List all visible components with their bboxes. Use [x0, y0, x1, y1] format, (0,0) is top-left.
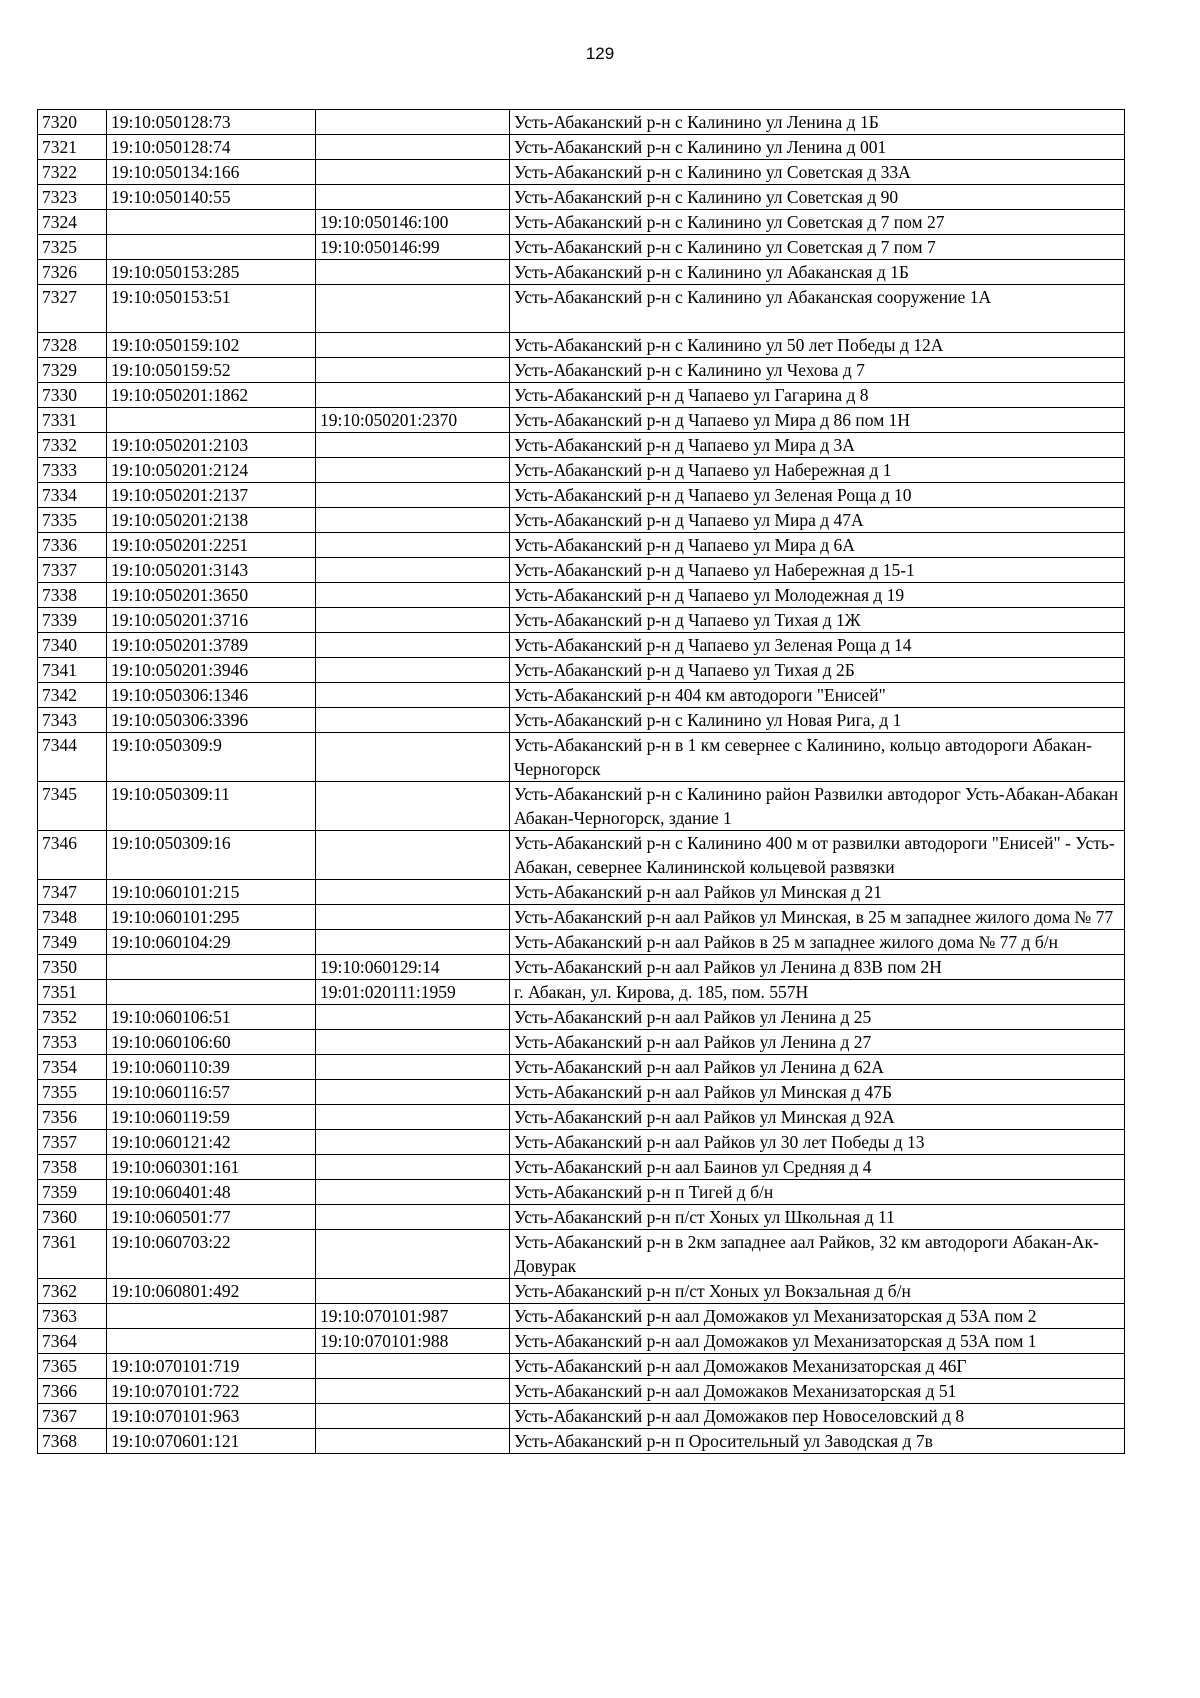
address-cell: Усть-Абаканский р-н д Чапаево ул Мира д 86 пом 1Н	[510, 408, 1125, 433]
object-cadastral-number-cell: 19:10:050146:100	[316, 210, 510, 235]
object-cadastral-number-cell	[316, 558, 510, 583]
row-number-cell: 7340	[38, 633, 107, 658]
table-row	[38, 930, 1125, 955]
table-row	[38, 1080, 1125, 1105]
object-cadastral-number-cell	[316, 1404, 510, 1429]
land-cadastral-number-cell: 19:10:050201:3946	[107, 658, 316, 683]
object-cadastral-number-cell: 19:10:060129:14	[316, 955, 510, 980]
row-number-cell: 7332	[38, 433, 107, 458]
object-cadastral-number-cell	[316, 1180, 510, 1205]
land-cadastral-number-cell: 19:10:050201:2251	[107, 533, 316, 558]
row-number-cell: 7344	[38, 733, 107, 782]
address-cell: Усть-Абаканский р-н с Калинино ул Новая Рига, д 1	[510, 708, 1125, 733]
address-cell: Усть-Абаканский р-н с Калинино ул Советская д 7 пом 27	[510, 210, 1125, 235]
row-number-cell: 7349	[38, 930, 107, 955]
object-cadastral-number-cell	[316, 583, 510, 608]
registry-table-body	[38, 110, 1125, 1454]
address-cell: Усть-Абаканский р-н аал Доможаков пер Новоселовский д 8	[510, 1404, 1125, 1429]
row-number-cell: 7368	[38, 1429, 107, 1454]
object-cadastral-number-cell	[316, 458, 510, 483]
address-cell: Усть-Абаканский р-н аал Доможаков ул Механизаторская д 53А пом 1	[510, 1329, 1125, 1354]
land-cadastral-number-cell: 19:10:060121:42	[107, 1130, 316, 1155]
table-row	[38, 1304, 1125, 1329]
table-row	[38, 980, 1125, 1005]
land-cadastral-number-cell: 19:10:050201:2124	[107, 458, 316, 483]
table-row	[38, 558, 1125, 583]
row-number-cell: 7334	[38, 483, 107, 508]
address-cell: Усть-Абаканский р-н д Чапаево ул Гагарина д 8	[510, 383, 1125, 408]
land-cadastral-number-cell: 19:10:050140:55	[107, 185, 316, 210]
land-cadastral-number-cell: 19:10:060106:51	[107, 1005, 316, 1030]
row-number-cell: 7337	[38, 558, 107, 583]
address-cell: Усть-Абаканский р-н с Калинино ул Чехова д 7	[510, 358, 1125, 383]
table-row	[38, 733, 1125, 782]
land-cadastral-number-cell: 19:10:060104:29	[107, 930, 316, 955]
table-row	[38, 1429, 1125, 1454]
land-cadastral-number-cell: 19:10:070101:719	[107, 1354, 316, 1379]
row-number-cell: 7351	[38, 980, 107, 1005]
table-row	[38, 210, 1125, 235]
object-cadastral-number-cell	[316, 383, 510, 408]
object-cadastral-number-cell	[316, 433, 510, 458]
row-number-cell: 7329	[38, 358, 107, 383]
address-cell: Усть-Абаканский р-н д Чапаево ул Молодежная д 19	[510, 583, 1125, 608]
object-cadastral-number-cell	[316, 1080, 510, 1105]
address-cell: Усть-Абаканский р-н аал Доможаков Механизаторская д 46Г	[510, 1354, 1125, 1379]
land-cadastral-number-cell: 19:10:050134:166	[107, 160, 316, 185]
row-number-cell: 7328	[38, 333, 107, 358]
address-cell: Усть-Абаканский р-н с Калинино район Развилки автодорог Усть-Абакан-Абакан Абакан-Черногорск, здание 1	[510, 782, 1125, 831]
row-number-cell: 7324	[38, 210, 107, 235]
row-number-cell: 7320	[38, 110, 107, 135]
table-row	[38, 880, 1125, 905]
address-cell: Усть-Абаканский р-н п Тигей д б/н	[510, 1180, 1125, 1205]
row-number-cell: 7325	[38, 235, 107, 260]
object-cadastral-number-cell	[316, 483, 510, 508]
address-cell: Усть-Абаканский р-н аал Райков ул Минская д 21	[510, 880, 1125, 905]
land-cadastral-number-cell: 19:10:070101:963	[107, 1404, 316, 1429]
land-cadastral-number-cell: 19:10:060801:492	[107, 1279, 316, 1304]
object-cadastral-number-cell: 19:10:070101:987	[316, 1304, 510, 1329]
object-cadastral-number-cell	[316, 1354, 510, 1379]
address-cell: Усть-Абаканский р-н д Чапаево ул Набережная д 15-1	[510, 558, 1125, 583]
address-cell: Усть-Абаканский р-н д Чапаево ул Мира д 6А	[510, 533, 1125, 558]
address-cell: Усть-Абаканский р-н 404 км автодороги "Енисей"	[510, 683, 1125, 708]
object-cadastral-number-cell: 19:10:050146:99	[316, 235, 510, 260]
row-number-cell: 7323	[38, 185, 107, 210]
land-cadastral-number-cell: 19:10:060401:48	[107, 1180, 316, 1205]
row-number-cell: 7333	[38, 458, 107, 483]
table-row	[38, 1105, 1125, 1130]
row-number-cell: 7348	[38, 905, 107, 930]
object-cadastral-number-cell	[316, 508, 510, 533]
row-number-cell: 7327	[38, 285, 107, 333]
table-row	[38, 955, 1125, 980]
row-number-cell: 7354	[38, 1055, 107, 1080]
row-number-cell: 7339	[38, 608, 107, 633]
table-row	[38, 260, 1125, 285]
land-cadastral-number-cell: 19:10:050159:102	[107, 333, 316, 358]
object-cadastral-number-cell: 19:01:020111:1959	[316, 980, 510, 1005]
table-row	[38, 1230, 1125, 1279]
land-cadastral-number-cell: 19:10:060101:295	[107, 905, 316, 930]
row-number-cell: 7347	[38, 880, 107, 905]
table-row	[38, 1354, 1125, 1379]
address-cell: Усть-Абаканский р-н д Чапаево ул Мира д 47А	[510, 508, 1125, 533]
object-cadastral-number-cell	[316, 1230, 510, 1279]
table-row	[38, 683, 1125, 708]
address-cell: Усть-Абаканский р-н аал Райков ул Ленина д 27	[510, 1030, 1125, 1055]
land-cadastral-number-cell: 19:10:060106:60	[107, 1030, 316, 1055]
land-cadastral-number-cell: 19:10:050306:3396	[107, 708, 316, 733]
land-cadastral-number-cell: 19:10:050153:51	[107, 285, 316, 333]
object-cadastral-number-cell	[316, 1155, 510, 1180]
land-cadastral-number-cell: 19:10:050309:9	[107, 733, 316, 782]
row-number-cell: 7355	[38, 1080, 107, 1105]
row-number-cell: 7361	[38, 1230, 107, 1279]
table-row	[38, 508, 1125, 533]
address-cell: Усть-Абаканский р-н аал Райков в 25 м западнее жилого дома № 77 д б/н	[510, 930, 1125, 955]
land-cadastral-number-cell: 19:10:050201:2103	[107, 433, 316, 458]
address-cell: Усть-Абаканский р-н аал Доможаков ул Механизаторская д 53А пом 2	[510, 1304, 1125, 1329]
table-row	[38, 285, 1125, 333]
land-cadastral-number-cell: 19:10:060703:22	[107, 1230, 316, 1279]
object-cadastral-number-cell	[316, 658, 510, 683]
land-cadastral-number-cell	[107, 235, 316, 260]
address-cell: Усть-Абаканский р-н д Чапаево ул Зеленая Роща д 14	[510, 633, 1125, 658]
address-cell: Усть-Абаканский р-н аал Баинов ул Средняя д 4	[510, 1155, 1125, 1180]
table-row	[38, 383, 1125, 408]
row-number-cell: 7335	[38, 508, 107, 533]
row-number-cell: 7366	[38, 1379, 107, 1404]
address-cell: Усть-Абаканский р-н аал Райков ул Ленина д 83В пом 2Н	[510, 955, 1125, 980]
row-number-cell: 7359	[38, 1180, 107, 1205]
row-number-cell: 7346	[38, 831, 107, 880]
address-cell: Усть-Абаканский р-н с Калинино ул Ленина д 001	[510, 135, 1125, 160]
table-row	[38, 160, 1125, 185]
table-row	[38, 483, 1125, 508]
row-number-cell: 7364	[38, 1329, 107, 1354]
land-cadastral-number-cell: 19:10:060110:39	[107, 1055, 316, 1080]
table-row	[38, 831, 1125, 880]
object-cadastral-number-cell	[316, 733, 510, 782]
row-number-cell: 7321	[38, 135, 107, 160]
table-row	[38, 533, 1125, 558]
land-cadastral-number-cell: 19:10:070601:121	[107, 1429, 316, 1454]
address-cell: Усть-Абаканский р-н с Калинино ул Ленина д 1Б	[510, 110, 1125, 135]
table-row	[38, 408, 1125, 433]
object-cadastral-number-cell	[316, 708, 510, 733]
row-number-cell: 7350	[38, 955, 107, 980]
address-cell: Усть-Абаканский р-н с Калинино ул Абаканская сооружение 1А	[510, 285, 1125, 333]
object-cadastral-number-cell	[316, 1130, 510, 1155]
address-cell: Усть-Абаканский р-н п Оросительный ул Заводская д 7в	[510, 1429, 1125, 1454]
table-row	[38, 608, 1125, 633]
object-cadastral-number-cell	[316, 1429, 510, 1454]
object-cadastral-number-cell	[316, 880, 510, 905]
row-number-cell: 7322	[38, 160, 107, 185]
table-row	[38, 110, 1125, 135]
address-cell: Усть-Абаканский р-н д Чапаево ул Зеленая Роща д 10	[510, 483, 1125, 508]
land-cadastral-number-cell: 19:10:070101:722	[107, 1379, 316, 1404]
table-row	[38, 1379, 1125, 1404]
address-cell: Усть-Абаканский р-н аал Райков ул Минская, в 25 м западнее жилого дома № 77	[510, 905, 1125, 930]
address-cell: Усть-Абаканский р-н с Калинино ул Советская д 90	[510, 185, 1125, 210]
address-cell: Усть-Абаканский р-н аал Райков ул 30 лет Победы д 13	[510, 1130, 1125, 1155]
object-cadastral-number-cell	[316, 782, 510, 831]
object-cadastral-number-cell	[316, 110, 510, 135]
row-number-cell: 7360	[38, 1205, 107, 1230]
land-cadastral-number-cell: 19:10:050309:16	[107, 831, 316, 880]
object-cadastral-number-cell	[316, 683, 510, 708]
address-cell: Усть-Абаканский р-н аал Райков ул Минская д 92А	[510, 1105, 1125, 1130]
land-cadastral-number-cell: 19:10:050201:3143	[107, 558, 316, 583]
object-cadastral-number-cell	[316, 285, 510, 333]
address-cell: Усть-Абаканский р-н с Калинино 400 м от развилки автодороги "Енисей" - Усть-Абакан, севернее Калининской кольцевой развязки	[510, 831, 1125, 880]
row-number-cell: 7331	[38, 408, 107, 433]
row-number-cell: 7341	[38, 658, 107, 683]
address-cell: г. Абакан, ул. Кирова, д. 185, пом. 557Н	[510, 980, 1125, 1005]
land-cadastral-number-cell: 19:10:050201:2137	[107, 483, 316, 508]
row-number-cell: 7367	[38, 1404, 107, 1429]
object-cadastral-number-cell	[316, 185, 510, 210]
address-cell: Усть-Абаканский р-н д Чапаево ул Мира д 3А	[510, 433, 1125, 458]
row-number-cell: 7353	[38, 1030, 107, 1055]
object-cadastral-number-cell: 19:10:070101:988	[316, 1329, 510, 1354]
table-row	[38, 905, 1125, 930]
land-cadastral-number-cell: 19:10:060301:161	[107, 1155, 316, 1180]
land-cadastral-number-cell	[107, 1329, 316, 1354]
land-cadastral-number-cell: 19:10:050128:74	[107, 135, 316, 160]
object-cadastral-number-cell	[316, 358, 510, 383]
registry-table	[37, 109, 1125, 1454]
table-row	[38, 658, 1125, 683]
land-cadastral-number-cell: 19:10:050201:3716	[107, 608, 316, 633]
address-cell: Усть-Абаканский р-н д Чапаево ул Тихая д 2Б	[510, 658, 1125, 683]
row-number-cell: 7326	[38, 260, 107, 285]
object-cadastral-number-cell	[316, 1055, 510, 1080]
address-cell: Усть-Абаканский р-н аал Райков ул Ленина д 62А	[510, 1055, 1125, 1080]
land-cadastral-number-cell: 19:10:060101:215	[107, 880, 316, 905]
table-row	[38, 1205, 1125, 1230]
object-cadastral-number-cell	[316, 135, 510, 160]
row-number-cell: 7357	[38, 1130, 107, 1155]
land-cadastral-number-cell: 19:10:050159:52	[107, 358, 316, 383]
table-row	[38, 235, 1125, 260]
address-cell: Усть-Абаканский р-н в 2км западнее аал Райков, 32 км автодороги Абакан-Ак-Довурак	[510, 1230, 1125, 1279]
row-number-cell: 7342	[38, 683, 107, 708]
land-cadastral-number-cell: 19:10:050201:1862	[107, 383, 316, 408]
row-number-cell: 7358	[38, 1155, 107, 1180]
object-cadastral-number-cell	[316, 633, 510, 658]
land-cadastral-number-cell: 19:10:060119:59	[107, 1105, 316, 1130]
object-cadastral-number-cell	[316, 1379, 510, 1404]
address-cell: Усть-Абаканский р-н с Калинино ул Советская д 7 пом 7	[510, 235, 1125, 260]
address-cell: Усть-Абаканский р-н д Чапаево ул Тихая д 1Ж	[510, 608, 1125, 633]
table-row	[38, 433, 1125, 458]
row-number-cell: 7336	[38, 533, 107, 558]
table-row	[38, 185, 1125, 210]
land-cadastral-number-cell: 19:10:050201:3650	[107, 583, 316, 608]
object-cadastral-number-cell: 19:10:050201:2370	[316, 408, 510, 433]
land-cadastral-number-cell: 19:10:050128:73	[107, 110, 316, 135]
table-row	[38, 1404, 1125, 1429]
address-cell: Усть-Абаканский р-н с Калинино ул Абаканская д 1Б	[510, 260, 1125, 285]
object-cadastral-number-cell	[316, 533, 510, 558]
land-cadastral-number-cell	[107, 408, 316, 433]
address-cell: Усть-Абаканский р-н с Калинино ул 50 лет Победы д 12А	[510, 333, 1125, 358]
table-row	[38, 583, 1125, 608]
row-number-cell: 7362	[38, 1279, 107, 1304]
object-cadastral-number-cell	[316, 160, 510, 185]
object-cadastral-number-cell	[316, 1279, 510, 1304]
object-cadastral-number-cell	[316, 905, 510, 930]
object-cadastral-number-cell	[316, 333, 510, 358]
object-cadastral-number-cell	[316, 1005, 510, 1030]
land-cadastral-number-cell	[107, 210, 316, 235]
object-cadastral-number-cell	[316, 1105, 510, 1130]
land-cadastral-number-cell: 19:10:050309:11	[107, 782, 316, 831]
object-cadastral-number-cell	[316, 930, 510, 955]
object-cadastral-number-cell	[316, 831, 510, 880]
address-cell: Усть-Абаканский р-н в 1 км севернее с Калинино, кольцо автодороги Абакан-Черногорск	[510, 733, 1125, 782]
row-number-cell: 7338	[38, 583, 107, 608]
table-row	[38, 633, 1125, 658]
table-row	[38, 1279, 1125, 1304]
address-cell: Усть-Абаканский р-н п/ст Хоных ул Школьная д 11	[510, 1205, 1125, 1230]
land-cadastral-number-cell	[107, 1304, 316, 1329]
address-cell: Усть-Абаканский р-н аал Райков ул Ленина д 25	[510, 1005, 1125, 1030]
address-cell: Усть-Абаканский р-н аал Райков ул Минская д 47Б	[510, 1080, 1125, 1105]
address-cell: Усть-Абаканский р-н п/ст Хоных ул Вокзальная д б/н	[510, 1279, 1125, 1304]
table-row	[38, 333, 1125, 358]
page-number: 129	[585, 44, 615, 63]
table-row	[38, 358, 1125, 383]
row-number-cell: 7330	[38, 383, 107, 408]
table-row	[38, 1130, 1125, 1155]
land-cadastral-number-cell: 19:10:060116:57	[107, 1080, 316, 1105]
table-row	[38, 782, 1125, 831]
table-row	[38, 1180, 1125, 1205]
row-number-cell: 7352	[38, 1005, 107, 1030]
row-number-cell: 7365	[38, 1354, 107, 1379]
table-row	[38, 1329, 1125, 1354]
table-row	[38, 135, 1125, 160]
land-cadastral-number-cell: 19:10:050153:285	[107, 260, 316, 285]
object-cadastral-number-cell	[316, 1030, 510, 1055]
address-cell: Усть-Абаканский р-н д Чапаево ул Набережная д 1	[510, 458, 1125, 483]
address-cell: Усть-Абаканский р-н аал Доможаков Механизаторская д 51	[510, 1379, 1125, 1404]
table-row	[38, 458, 1125, 483]
row-number-cell: 7356	[38, 1105, 107, 1130]
land-cadastral-number-cell: 19:10:050306:1346	[107, 683, 316, 708]
row-number-cell: 7345	[38, 782, 107, 831]
land-cadastral-number-cell	[107, 980, 316, 1005]
object-cadastral-number-cell	[316, 608, 510, 633]
table-row	[38, 1005, 1125, 1030]
address-cell: Усть-Абаканский р-н с Калинино ул Советская д 33А	[510, 160, 1125, 185]
land-cadastral-number-cell: 19:10:060501:77	[107, 1205, 316, 1230]
row-number-cell: 7363	[38, 1304, 107, 1329]
land-cadastral-number-cell: 19:10:050201:2138	[107, 508, 316, 533]
row-number-cell: 7343	[38, 708, 107, 733]
table-row	[38, 1055, 1125, 1080]
table-row	[38, 1030, 1125, 1055]
land-cadastral-number-cell: 19:10:050201:3789	[107, 633, 316, 658]
table-row	[38, 708, 1125, 733]
land-cadastral-number-cell	[107, 955, 316, 980]
object-cadastral-number-cell	[316, 1205, 510, 1230]
object-cadastral-number-cell	[316, 260, 510, 285]
table-row	[38, 1155, 1125, 1180]
